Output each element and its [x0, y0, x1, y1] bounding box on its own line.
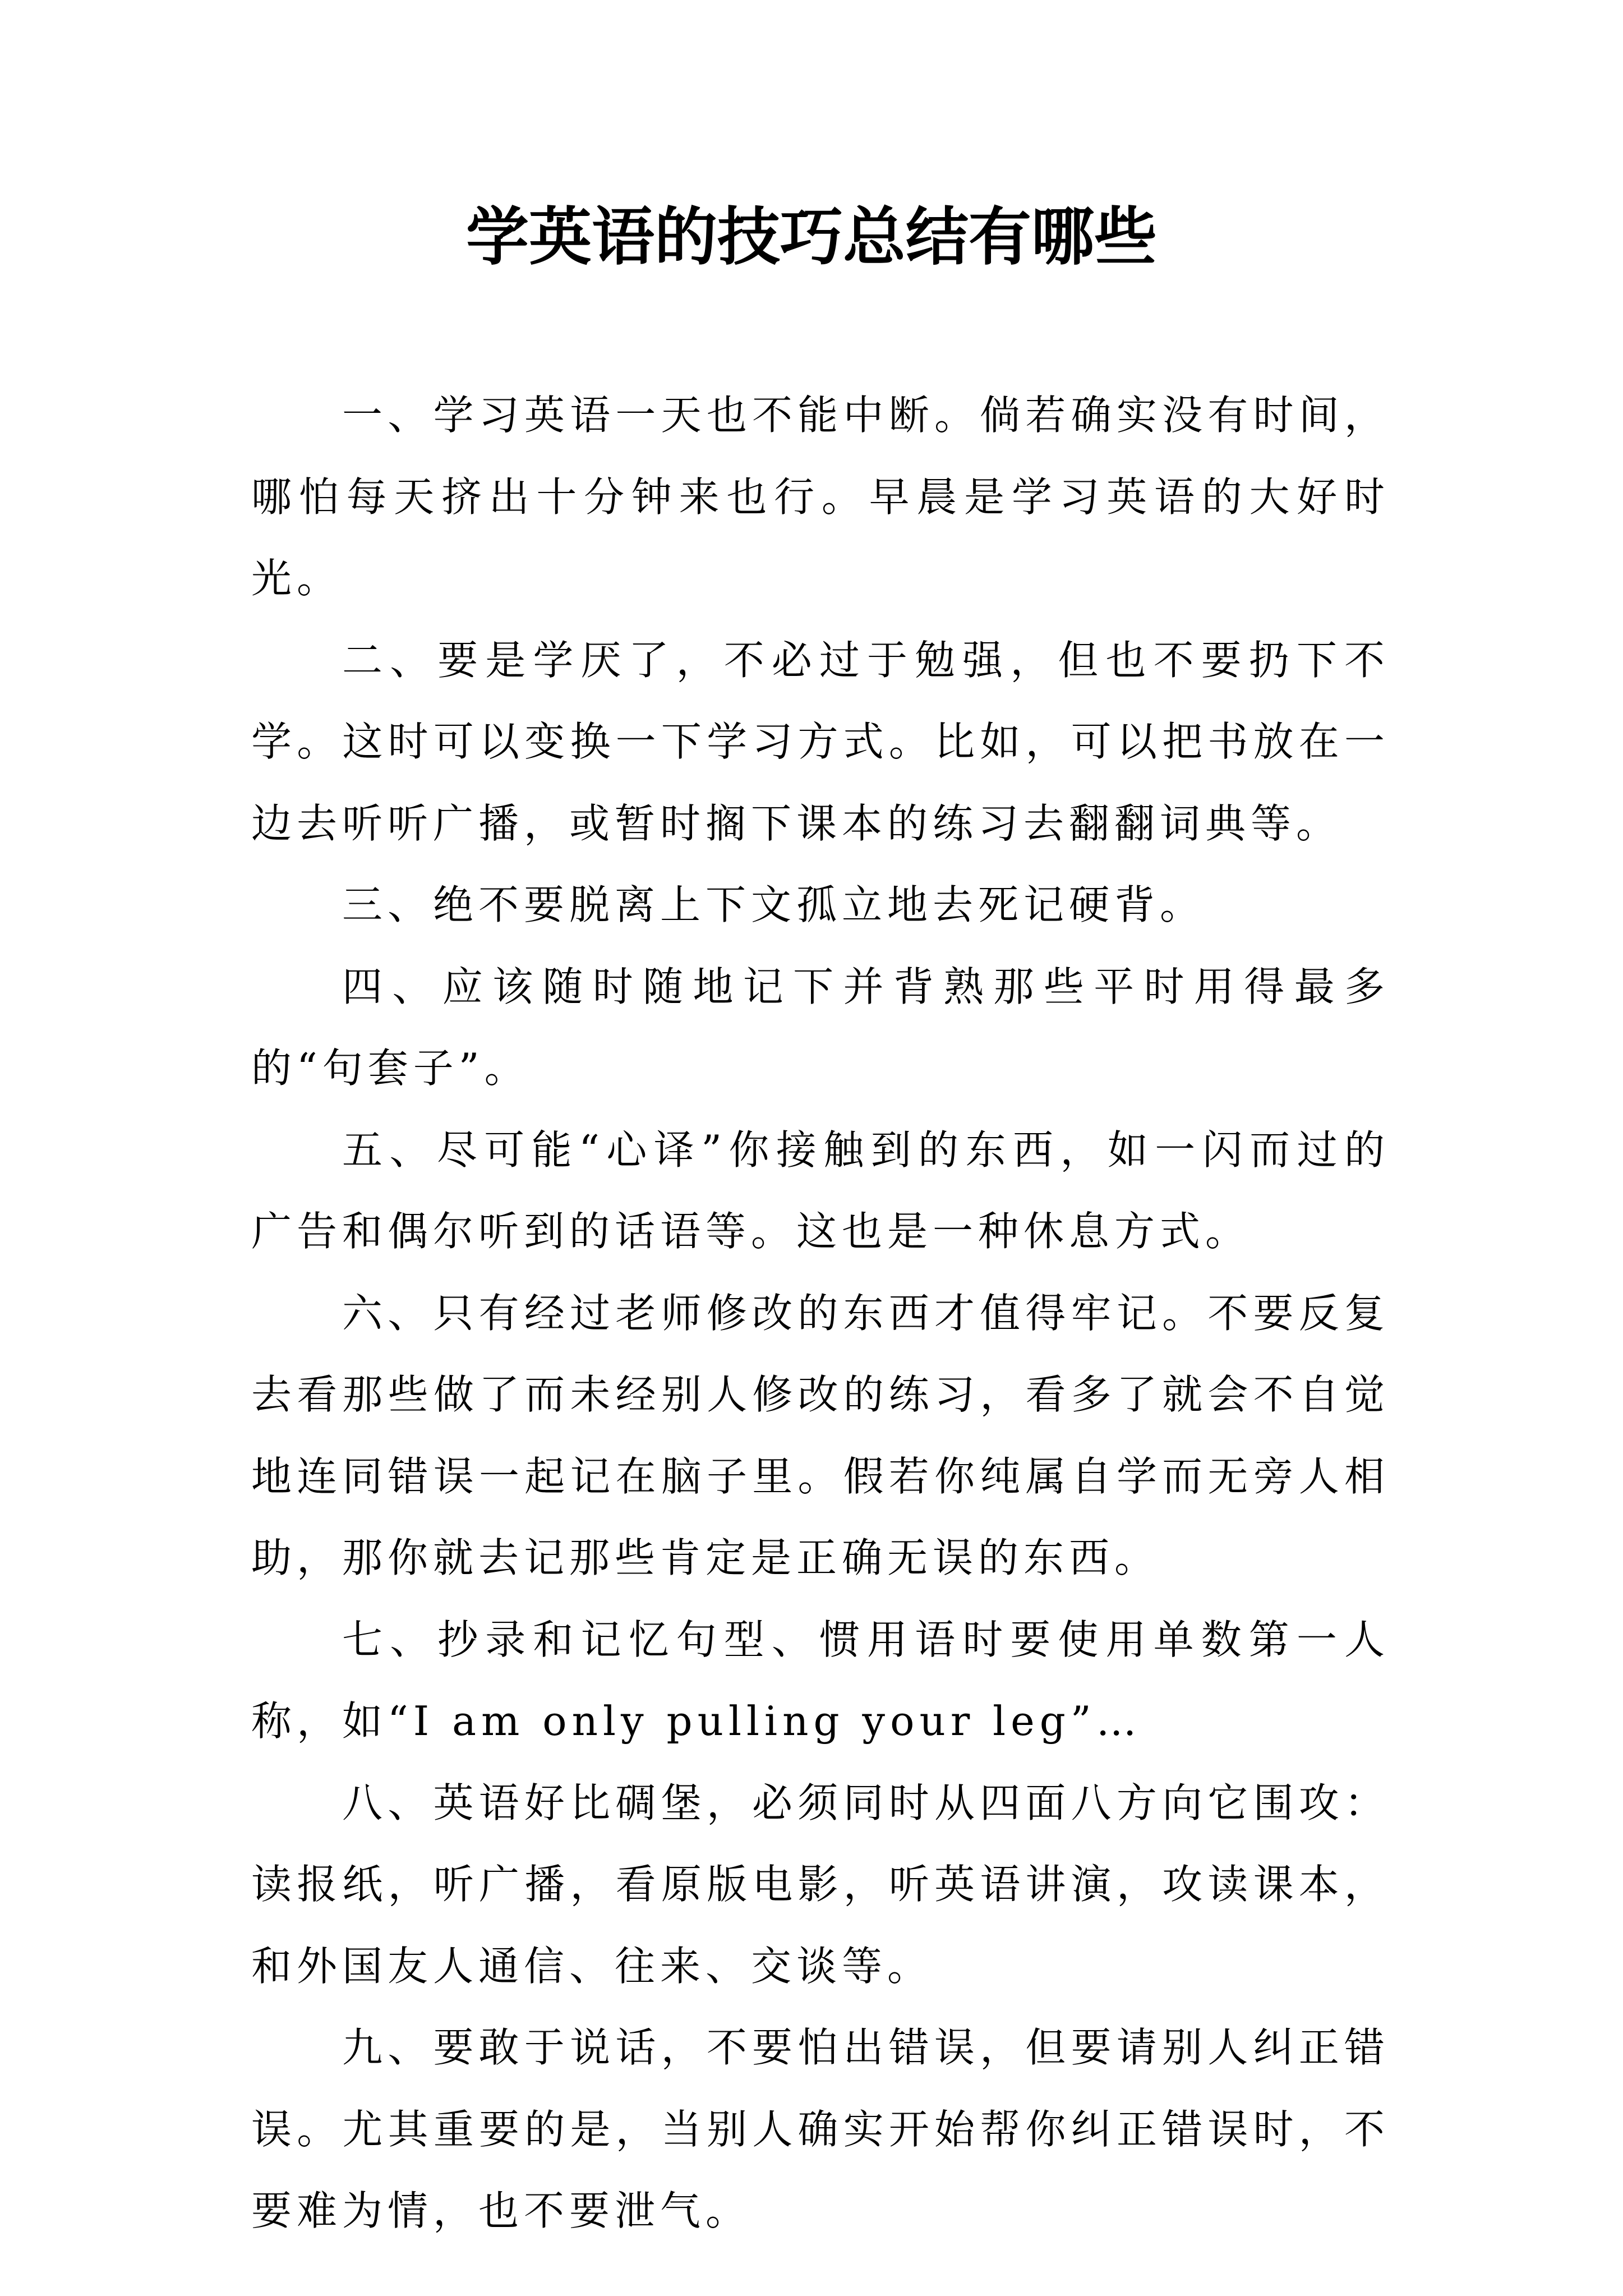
- document-title: 学英语的技巧总结有哪些: [466, 200, 1157, 274]
- paragraph-5: 五、尽可能“心译”你接触到的东西，如一闪而过的广告和偶尔听到的话语等。这也是一种休息方式。: [251, 1126, 1390, 1255]
- document-body: [251, 375, 1390, 2252]
- paragraph-8: 八、英语好比碉堡，必须同时从四面八方向它围攻：读报纸，听广播，看原版电影，听英语讲演，攻读课本，和外国友人通信、往来、交谈等。: [251, 1779, 1390, 1990]
- paragraph-6: 六、只有经过老师修改的东西才值得牢记。不要反复去看那些做了而未经别人修改的练习，看多了就会不自觉地连同错误一起记在脑子里。假若你纯属自学而无旁人相助，那你就去记那些肯定是正确无误的东西。: [251, 1289, 1390, 1581]
- paragraph-9: 九、要敢于说话，不要怕出错误，但要请别人纠正错误。尤其重要的是，当别人确实开始帮你纠正错误时，不要难为情，也不要泄气。: [251, 2024, 1390, 2234]
- paragraph-7: 七、抄录和记忆句型、惯用语时要使用单数第一人称，如“I am only pulling your leg”…: [251, 1616, 1390, 1745]
- paragraph-2: 二、要是学厌了，不必过于勉强，但也不要扔下不学。这时可以变换一下学习方式。比如，可以把书放在一边去听听广播，或暂时搁下课本的练习去翻翻词典等。: [251, 636, 1390, 847]
- paragraph-3: 三、绝不要脱离上下文孤立地去死记硬背。: [342, 881, 1206, 928]
- paragraph-4: 四、应该随时随地记下并背熟那些平时用得最多的“句套子”。: [251, 963, 1390, 1092]
- paragraph-1: 一、学习英语一天也不能中断。倘若确实没有时间，哪怕每天挤出十分钟来也行。早晨是学习英语的大好时光。: [251, 392, 1390, 602]
